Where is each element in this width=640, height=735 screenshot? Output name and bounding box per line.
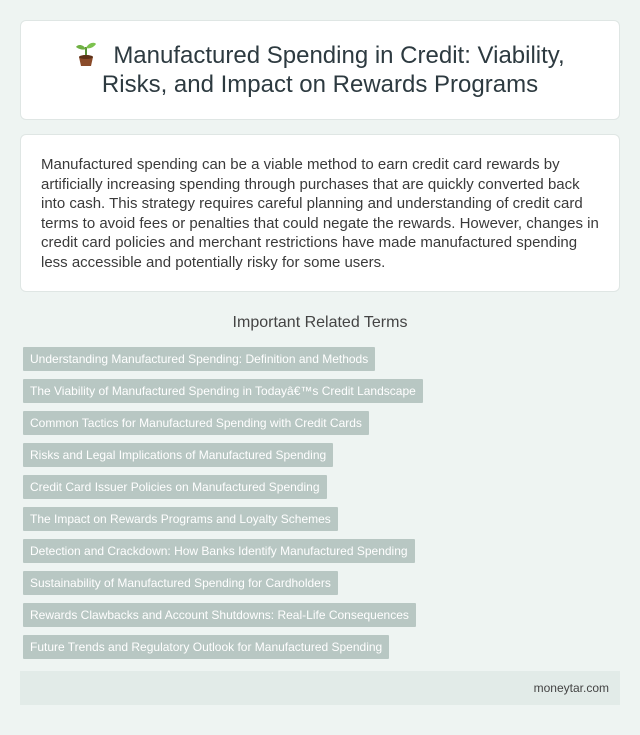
related-term-tag[interactable]: The Viability of Manufactured Spending in Todayâ€™s Credit Landscape (23, 379, 423, 403)
footer (20, 671, 620, 705)
related-terms-heading: Important Related Terms (232, 314, 408, 331)
related-term-tag[interactable]: Rewards Clawbacks and Account Shutdowns: Real-Life Consequences (23, 603, 416, 627)
intro-text: Manufactured spending can be a viable method to earn credit card rewards by artificially increasing spending through purchases that are quickly converted back into cash. This strategy requires careful planning and understanding of credit card terms to avoid fees or penalties that could negate the rewards. However, changes in credit card policies and merchant restrictions have made manufactured spending less accessible and potentially risky for some users. (41, 156, 599, 271)
related-term-tag[interactable]: Common Tactics for Manufactured Spending with Credit Cards (23, 411, 369, 435)
footer-site-link[interactable]: moneytar.com (533, 681, 609, 695)
title-card (20, 20, 620, 120)
related-term-tag[interactable]: Risks and Legal Implications of Manufactured Spending (23, 443, 333, 467)
related-term-tag[interactable]: Credit Card Issuer Policies on Manufactured Spending (23, 475, 327, 499)
page-title-text: Manufactured Spending in Credit: Viability, Risks, and Impact on Rewards Programs (101, 42, 565, 98)
related-term-tag[interactable]: Sustainability of Manufactured Spending for Cardholders (23, 571, 338, 595)
intro-card (20, 134, 620, 292)
related-term-tag[interactable]: The Impact on Rewards Programs and Loyalty Schemes (23, 507, 338, 531)
related-terms-list (23, 347, 640, 667)
sprout-icon (75, 41, 97, 67)
page-title (51, 41, 589, 99)
related-term-tag[interactable]: Future Trends and Regulatory Outlook for Manufactured Spending (23, 635, 389, 659)
related-term-tag[interactable]: Understanding Manufactured Spending: Definition and Methods (23, 347, 375, 371)
related-term-tag[interactable]: Detection and Crackdown: How Banks Identify Manufactured Spending (23, 539, 415, 563)
